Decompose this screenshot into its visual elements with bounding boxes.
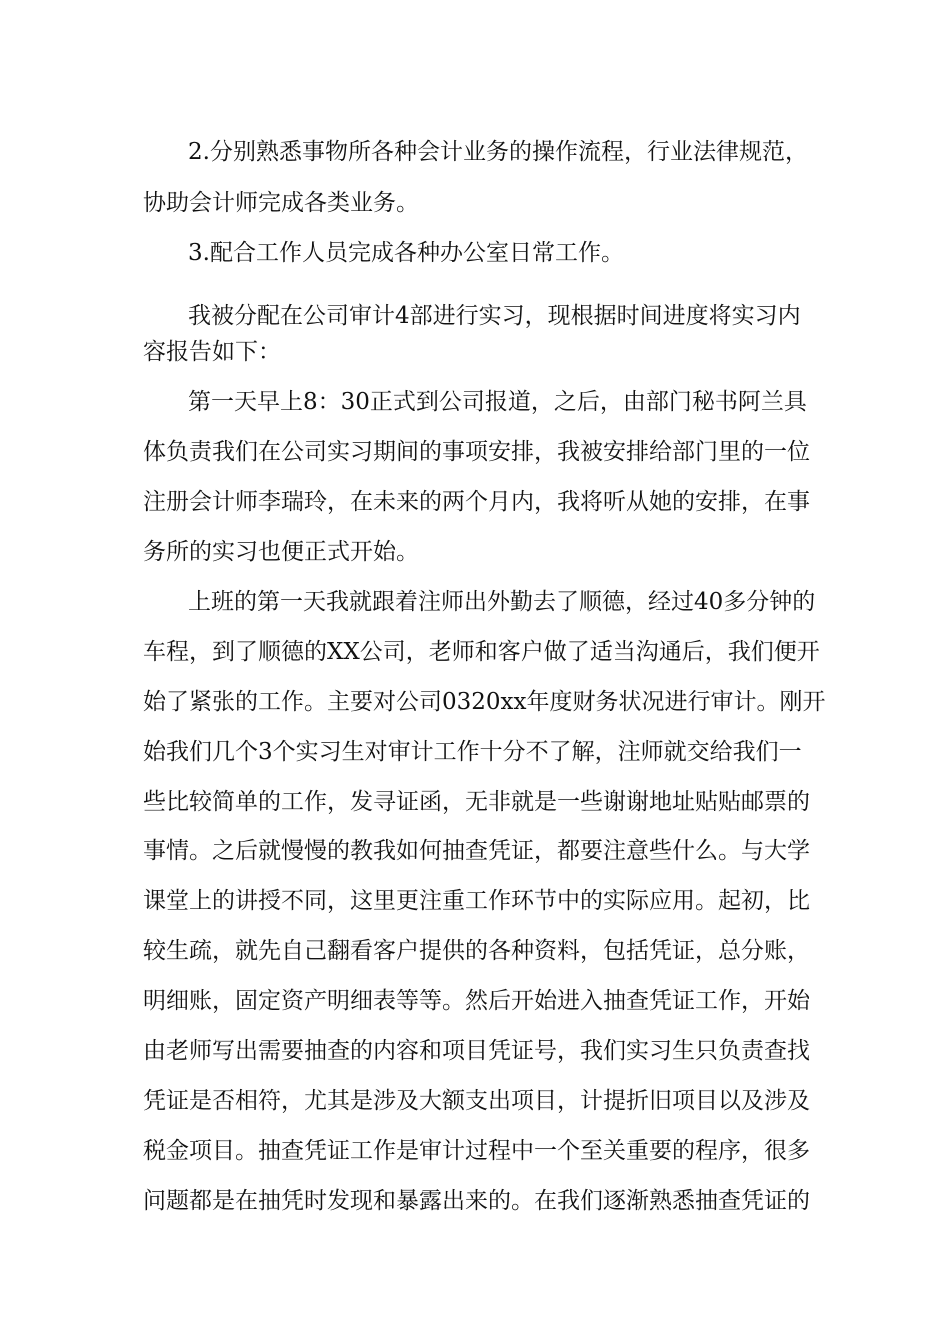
line-text: 课堂上的讲授不同，这里更注重工作环节中的实际应用。起初，比	[143, 888, 810, 914]
line-text: 3.配合工作人员完成各种办公室日常工作。	[188, 240, 624, 266]
paragraph-line	[0, 227, 950, 279]
line-text: 我被分配在公司审计4部进行实习，现根据时间进度将实习内	[188, 303, 801, 329]
line-text: 体负责我们在公司实习期间的事项安排，我被安排给部门里的一位	[143, 439, 810, 465]
line-text: 车程，到了顺德的XX公司，老师和客户做了适当沟通后，我们便开	[143, 639, 820, 665]
line-text: 容报告如下：	[143, 339, 281, 365]
paragraph-line	[0, 975, 950, 1027]
paragraph-line	[0, 776, 950, 828]
paragraph-line	[0, 1025, 950, 1077]
line-text: 协助会计师完成各类业务。	[143, 190, 419, 216]
paragraph-line	[0, 376, 950, 428]
line-text: 由老师写出需要抽查的内容和项目凭证号，我们实习生只负责查找	[143, 1038, 810, 1064]
paragraph-line	[0, 1125, 950, 1177]
paragraph-line	[0, 875, 950, 927]
line-text: 注册会计师李瑞玲，在未来的两个月内，我将听从她的安排，在事	[143, 489, 810, 515]
line-text: 始了紧张的工作。主要对公司0320xx年度财务状况进行审计。刚开	[143, 689, 826, 715]
line-text: 较生疏，就先自己翻看客户提供的各种资料，包括凭证，总分账，	[143, 938, 810, 964]
line-text: 凭证是否相符，尤其是涉及大额支出项目，计提折旧项目以及涉及	[143, 1088, 810, 1114]
paragraph-line	[0, 126, 950, 178]
paragraph-line	[0, 676, 950, 728]
paragraph-line	[0, 326, 950, 378]
paragraph-line	[0, 426, 950, 478]
paragraph-line	[0, 626, 950, 678]
line-text: 事情。之后就慢慢的教我如何抽查凭证，都要注意些什么。与大学	[143, 838, 810, 864]
line-text: 明细账，固定资产明细表等等。然后开始进入抽查凭证工作，开始	[143, 988, 810, 1014]
paragraph-line	[0, 177, 950, 229]
paragraph-line	[0, 1075, 950, 1127]
line-text: 2.分别熟悉事物所各种会计业务的操作流程，行业法律规范，	[188, 139, 808, 165]
line-text: 第一天早上8：30正式到公司报道，之后，由部门秘书阿兰具	[188, 389, 807, 415]
line-text: 税金项目。抽查凭证工作是审计过程中一个至关重要的程序，很多	[143, 1138, 810, 1164]
line-text: 问题都是在抽凭时发现和暴露出来的。在我们逐渐熟悉抽查凭证的	[143, 1188, 810, 1214]
line-text: 务所的实习也便正式开始。	[143, 539, 419, 565]
line-text: 上班的第一天我就跟着注师出外勤去了顺德，经过40多分钟的	[188, 589, 816, 615]
paragraph-line	[0, 825, 950, 877]
line-text: 些比较简单的工作，发寻证函，无非就是一些谢谢地址贴贴邮票的	[143, 789, 810, 815]
line-text: 始我们几个3个实习生对审计工作十分不了解，注师就交给我们一	[143, 739, 802, 765]
paragraph-line	[0, 925, 950, 977]
paragraph-line	[0, 526, 950, 578]
paragraph-line	[0, 576, 950, 628]
paragraph-line	[0, 726, 950, 778]
paragraph-line	[0, 476, 950, 528]
paragraph-line	[0, 1175, 950, 1227]
